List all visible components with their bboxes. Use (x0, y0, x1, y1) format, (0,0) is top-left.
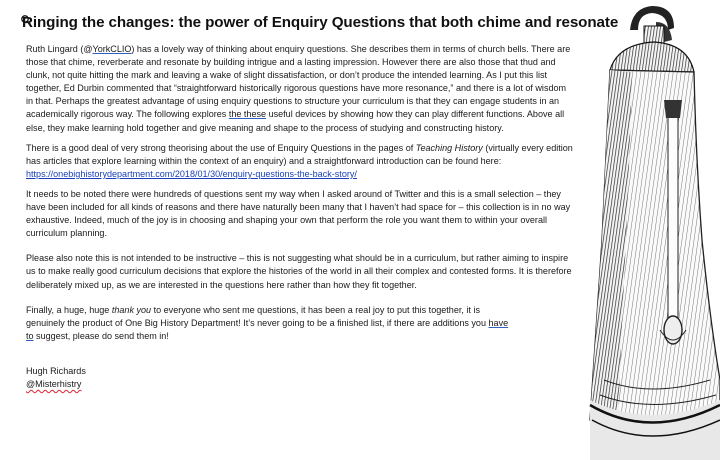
paragraph-note: Please also note this is not intended to be instructive – this is not suggesting what should be in a curriculum, but rather aiming to inspire us to make really good curriculum decisions that explore the histories of the world in all their complex and contested forms. It is therefore deliberately mixed up, as we are interested in the questions here rather than how they fit together. (26, 253, 572, 290)
document-title: Ringing the changes: the power of Enquiry Questions that both chime and resonate (22, 14, 619, 31)
text-run: There is a good deal of very strong theorising about the use of Enquiry Questions in the pages of (26, 142, 416, 153)
author-name: Hugh Richards (26, 365, 86, 376)
paragraph-theory (26, 142, 574, 181)
paragraph-intro (26, 43, 574, 135)
thank-you-emphasis: thank you (111, 304, 152, 315)
paragraph-selection: It needs to be noted there were hundreds of questions sent my way when I asked around of Twitter and this is a small selection – they have been included for all kinds of reasons and there have naturally been many that I haven’t had space for – this collection is in no way exhaustive. Indeed, much of the joy is in choosing and shaping your own that perform the role you want them to within your overall curriculum planning. (26, 188, 571, 239)
document-body (26, 43, 574, 391)
enquiry-back-story-link[interactable]: https://onebighistorydepartment.com/2018/01/30/enquiry-questions-the-back-story/ (26, 168, 357, 179)
text-run: useful devices by showing how they can play different functions. Above all else, they make learning hold together and give meaning and shape to the process of studying and constructing history. (26, 109, 565, 133)
text-run: to everyone who sent me questions, it has been a real joy to put this together, it is genuinely the product of One Big History Department! It’s never going to be a finished list, if there are additions you (26, 304, 489, 328)
signature (26, 365, 574, 391)
text-run: ) has a lovely way of thinking about enquiry questions. She describes them in terms of church bells. There are those that chime, reverberate and resonate by building intrigue and a lasting impression. However there are also those that thud and clunk, not quite hitting the mark and leaving a wake of slight dissatisfaction, or don’t produce the intended learning. As I put this list together, Ed Durbin commented that “straightforward historically rigorous questions have more resonance,” and there is a lot of wisdom in that. Perhaps the greatest advantage of using enquiry questions to structure your curriculum is that they can engage students in an academically rigorous way. The following explores (26, 44, 571, 120)
text-run: Ruth Lingard (@ (26, 44, 93, 54)
grammar-flag-have-to: have to (26, 317, 509, 341)
twitter-handle-yorkclio[interactable]: YorkCLIO (92, 44, 132, 54)
paragraph-thanks (26, 304, 511, 343)
text-run: Finally, a huge, huge (26, 304, 112, 315)
author-handle: @Misterhistry (26, 378, 82, 389)
grammar-flag-the-these: the these (228, 109, 267, 120)
teaching-history-title: Teaching History (415, 142, 483, 153)
text-run: (virtually every edition has articles that explore learning within the context of an enquiry) and a straightforward introduction can be found here: (26, 142, 573, 166)
bell-illustration (570, 0, 720, 460)
text-run: suggest, please do send them in! (33, 330, 169, 341)
